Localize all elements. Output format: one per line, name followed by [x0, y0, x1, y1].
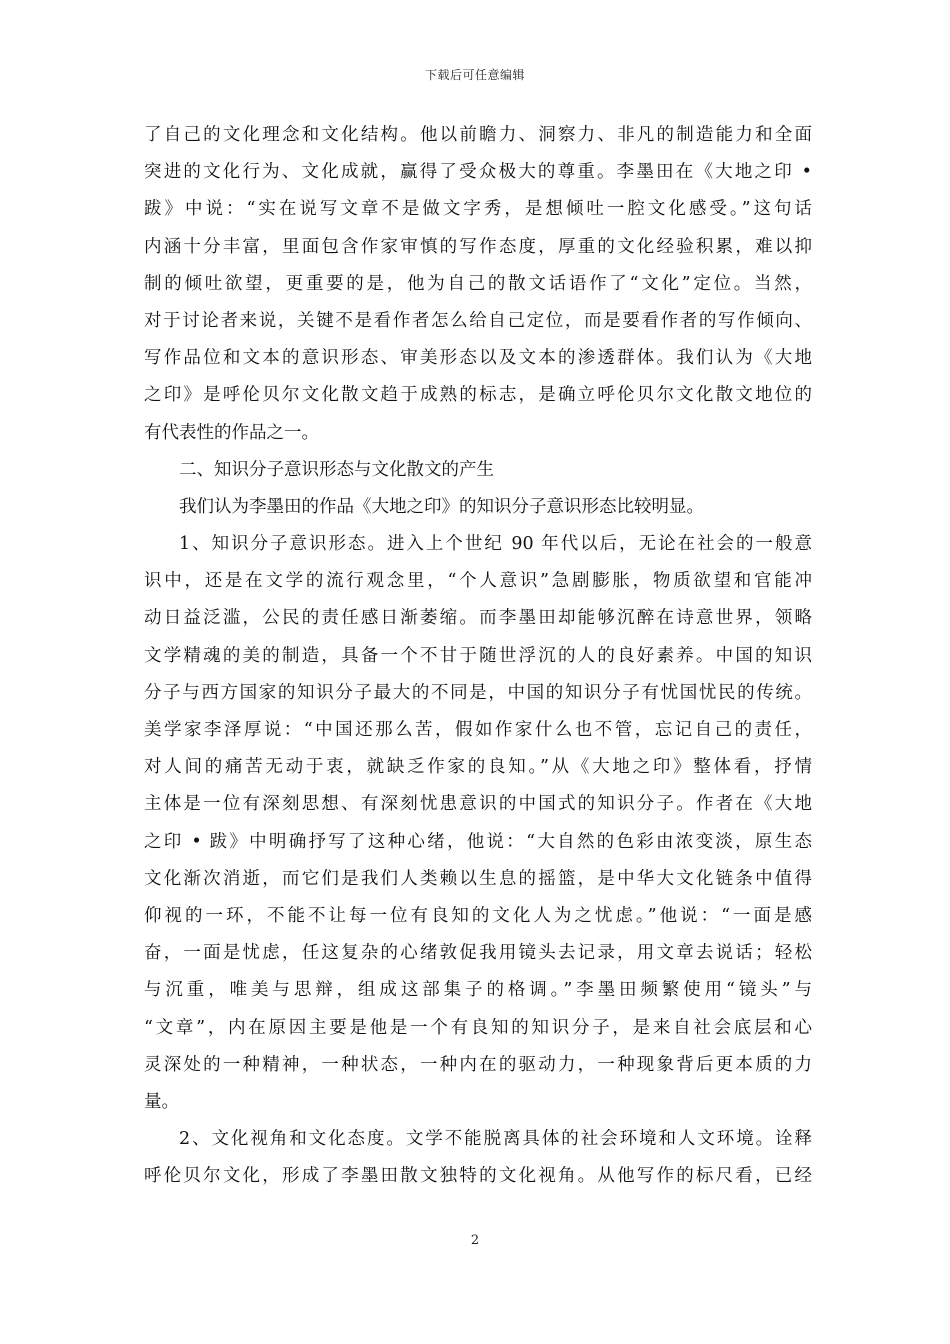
- text-line: 对于讨论者来说，关键不是看作者怎么给自己定位，而是要看作者的写作倾向、: [144, 310, 812, 331]
- text-line: 跋》中说：“实在说写文章不是做文字秀，是想倾吐一腔文化感受。”这句话: [144, 199, 812, 220]
- text-line: 呼伦贝尔文化，形成了李墨田散文独特的文化视角。从他写作的标尺看，已经: [144, 1166, 812, 1187]
- text-line: 与沉重，唯美与思辩，组成这部集子的格调。”李墨田频繁使用“镜头”与: [144, 980, 812, 1001]
- text-line: 写作品位和文本的意识形态、审美形态以及文本的渗透群体。我们认为《大地: [144, 348, 812, 369]
- text-line: 文化渐次消逝，而它们是我们人类赖以生息的摇篮，是中华大文化链条中值得: [144, 868, 812, 889]
- text-line: 奋，一面是忧虑，任这复杂的心绪敦促我用镜头去记录，用文章去说话；轻松: [144, 943, 812, 964]
- page-header: 下载后可任意编辑: [424, 68, 525, 82]
- paragraph: [144, 117, 812, 452]
- section-heading: [144, 452, 812, 489]
- text-line: 二、知识分子意识形态与文化散文的产生: [179, 459, 494, 480]
- text-line: 我们认为李墨田的作品《大地之印》的知识分子意识形态比较明显。: [179, 496, 704, 517]
- text-line: 1、知识分子意识形态。进入上个世纪 90 年代以后，无论在社会的一般意: [179, 534, 812, 555]
- text-line: 有代表性的作品之一。: [144, 422, 319, 443]
- text-line: 之印 • 跋》中明确抒写了这种心绪，他说：“大自然的色彩由浓变淡，原生态: [144, 831, 812, 852]
- text-line: 对人间的痛苦无动于衷，就缺乏作家的良知。”从《大地之印》整体看，抒情: [144, 757, 812, 778]
- text-line: 识中，还是在文学的流行观念里，“个人意识”急剧膨胀，物质欲望和官能冲: [144, 571, 812, 592]
- text-line: 量。: [144, 1091, 179, 1112]
- text-line: 分子与西方国家的知识分子最大的不同是，中国的知识分子有忧国忧民的传统。: [144, 682, 812, 703]
- text-line: 突进的文化行为、文化成就，赢得了受众极大的尊重。李墨田在《大地之印 •: [144, 162, 812, 183]
- text-line: 了自己的文化理念和文化结构。他以前瞻力、洞察力、非凡的制造能力和全面: [144, 125, 812, 145]
- page-number: 2: [470, 1233, 480, 1248]
- paragraph: [144, 1121, 812, 1195]
- text-line: 文学精魂的美的制造，具备一个不甘于随世浮沉的人的良好素养。中国的知识: [144, 645, 812, 666]
- paragraph: [144, 489, 812, 526]
- text-line: 动日益泛滥，公民的责任感日渐萎缩。而李墨田却能够沉醉在诗意世界，领略: [144, 608, 812, 629]
- text-line: “文章”，内在原因主要是他是一个有良知的知识分子，是来自社会底层和心: [144, 1017, 812, 1038]
- text-line: 制的倾吐欲望，更重要的是，他为自己的散文话语作了“文化”定位。当然，: [144, 273, 812, 294]
- paragraph: [144, 526, 812, 1121]
- text-line: 美学家李泽厚说：“中国还那么苦，假如作家什么也不管，忘记自己的责任，: [144, 720, 812, 740]
- text-line: 内涵十分丰富，里面包含作家审慎的写作态度，厚重的文化经验积累，难以抑: [144, 236, 812, 257]
- text-line: 灵深处的一种精神，一种状态，一种内在的驱动力，一种现象背后更本质的力: [144, 1054, 812, 1075]
- text-line: 主体是一位有深刻思想、有深刻忧患意识的中国式的知识分子。作者在《大地: [144, 794, 812, 815]
- body-text: [144, 117, 812, 1195]
- text-line: 之印》是呼伦贝尔文化散文趋于成熟的标志，是确立呼伦贝尔文化散文地位的: [144, 385, 812, 406]
- text-line: 仰视的一环，不能不让每一位有良知的文化人为之忧虑。”他说：“一面是感: [144, 905, 812, 926]
- text-line: 2、文化视角和文化态度。文学不能脱离具体的社会环境和人文环境。诠释: [179, 1129, 812, 1150]
